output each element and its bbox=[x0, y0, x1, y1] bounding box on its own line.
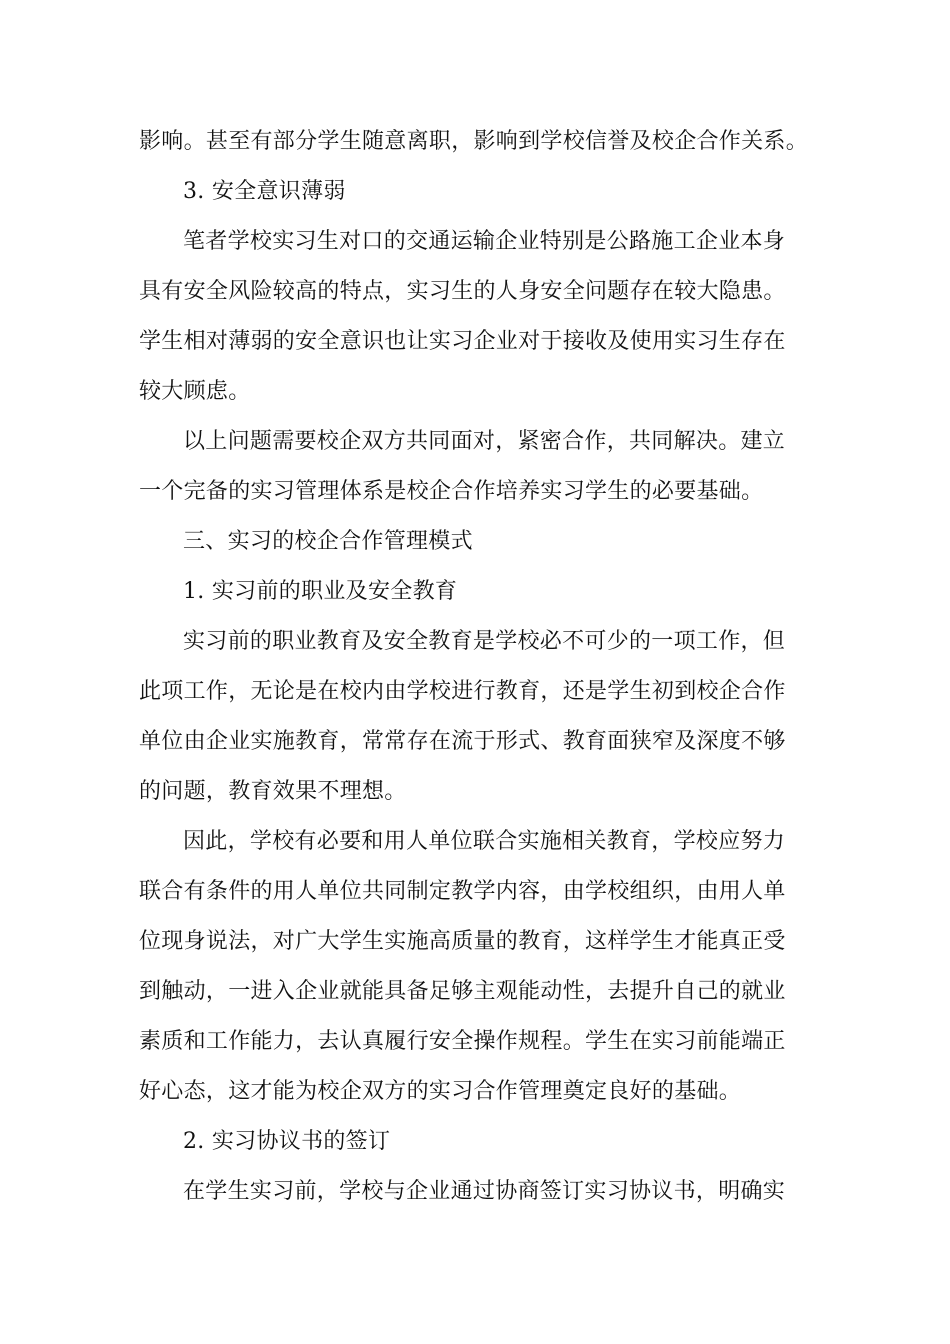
text-line: 在学生实习前，学校与企业通过协商签订实习协议书，明确实 bbox=[183, 1179, 786, 1204]
text-line: 好心态，这才能为校企双方的实习合作管理奠定良好的基础。 bbox=[139, 1079, 742, 1104]
text-line: 素质和工作能力，去认真履行安全操作规程。学生在实习前能端正 bbox=[139, 1029, 786, 1054]
text-line: 具有安全风险较高的特点，实习生的人身安全问题存在较大隐患。 bbox=[139, 279, 786, 304]
text-line: 联合有条件的用人单位共同制定教学内容，由学校组织，由用人单 bbox=[139, 879, 786, 904]
text-line: 较大顾虑。 bbox=[139, 379, 251, 404]
section-heading: 2. 实习协议书的签订 bbox=[183, 1129, 391, 1154]
text-line: 以上问题需要校企双方共同面对，紧密合作，共同解决。建立 bbox=[183, 429, 786, 454]
section-heading: 三、实习的校企合作管理模式 bbox=[183, 529, 473, 554]
text-line: 一个完备的实习管理体系是校企合作培养实习学生的必要基础。 bbox=[139, 479, 764, 504]
document-body bbox=[139, 117, 809, 1217]
text-line: 单位由企业实施教育，常常存在流于形式、教育面狭窄及深度不够 bbox=[139, 729, 786, 754]
text-line: 此项工作，无论是在校内由学校进行教育，还是学生初到校企合作 bbox=[139, 679, 786, 704]
text-line: 学生相对薄弱的安全意识也让实习企业对于接收及使用实习生存在 bbox=[139, 329, 786, 354]
text-line: 影响。甚至有部分学生随意离职，影响到学校信誉及校企合作关系。 bbox=[139, 129, 809, 154]
section-heading: 1. 实习前的职业及安全教育 bbox=[183, 579, 458, 604]
text-line: 实习前的职业教育及安全教育是学校必不可少的一项工作，但 bbox=[183, 629, 786, 654]
text-line: 位现身说法，对广大学生实施高质量的教育，这样学生才能真正受 bbox=[139, 929, 786, 954]
text-line: 到触动，一进入企业就能具备足够主观能动性，去提升自己的就业 bbox=[139, 979, 786, 1004]
text-line: 因此，学校有必要和用人单位联合实施相关教育，学校应努力 bbox=[183, 829, 786, 854]
section-heading: 3. 安全意识薄弱 bbox=[183, 179, 346, 204]
text-line: 的问题，教育效果不理想。 bbox=[139, 779, 407, 804]
text-line: 笔者学校实习生对口的交通运输企业特别是公路施工企业本身 bbox=[183, 229, 786, 254]
